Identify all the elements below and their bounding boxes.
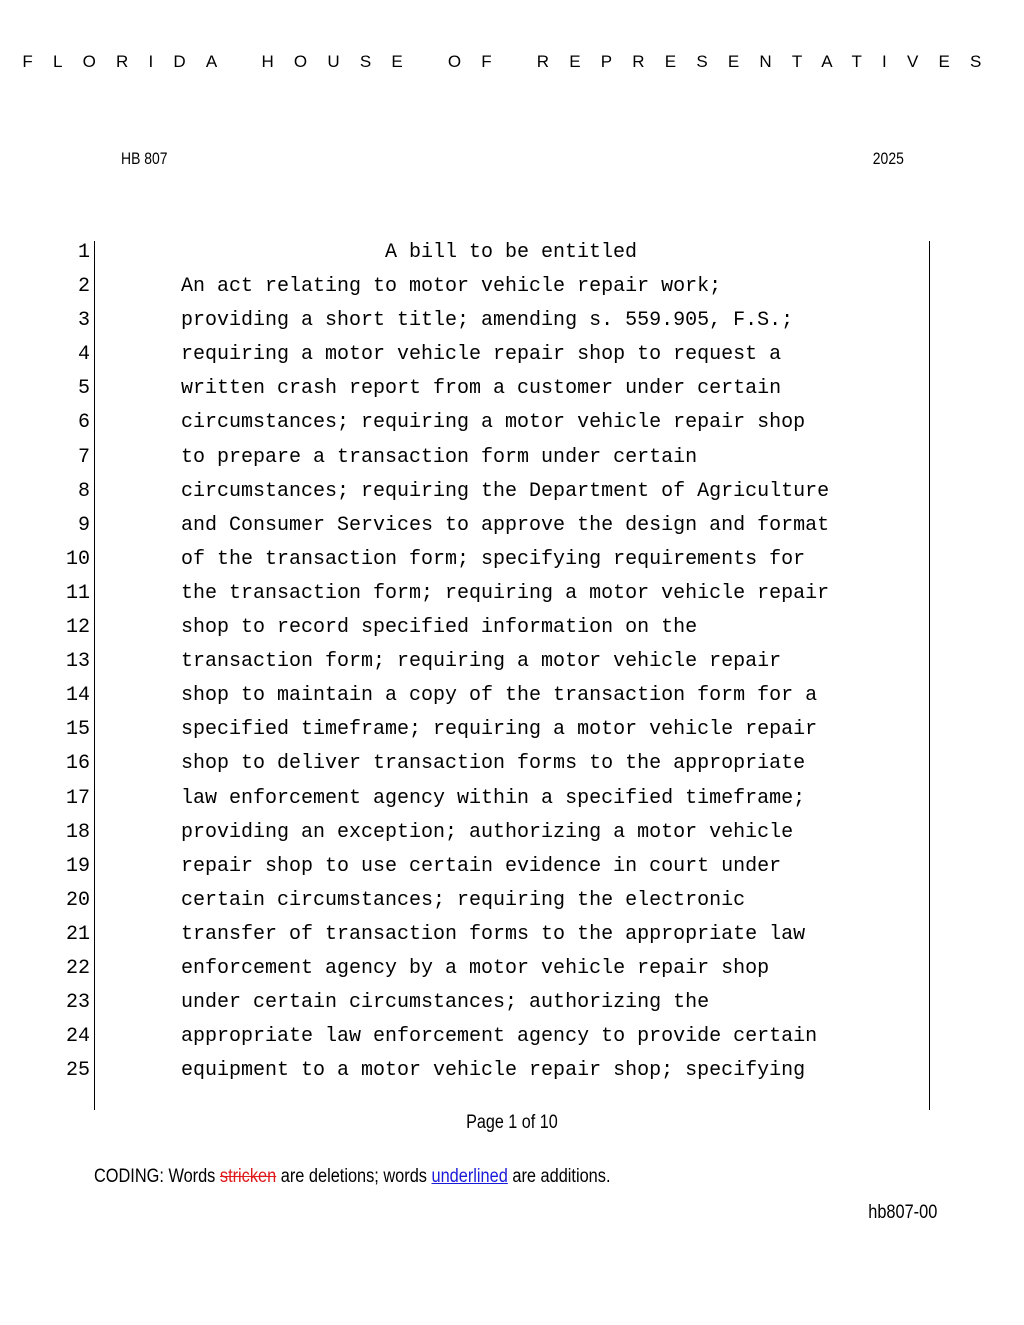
line-text: law enforcement agency within a specified timeframe; bbox=[181, 786, 806, 810]
line-number: 18 bbox=[65, 820, 90, 844]
line-text: of the transaction form; specifying requirements for bbox=[181, 547, 806, 571]
bill-line bbox=[0, 376, 1024, 410]
line-number: 12 bbox=[65, 616, 90, 640]
coding-stricken-sample: stricken bbox=[219, 1166, 277, 1187]
chamber-banner: FLORIDA HOUSE OF REPRESENTATIVES bbox=[22, 52, 1002, 71]
bill-line bbox=[0, 342, 1024, 376]
bill-text-body bbox=[0, 240, 1024, 1092]
line-text: certain circumstances; requiring the electronic bbox=[181, 888, 746, 912]
line-number: 15 bbox=[65, 718, 90, 742]
coding-legend bbox=[94, 1166, 610, 1188]
bill-line bbox=[0, 683, 1024, 717]
bill-year: 2025 bbox=[872, 149, 904, 168]
line-number: 1 bbox=[77, 241, 90, 264]
line-number: 5 bbox=[77, 377, 90, 401]
bill-line bbox=[0, 445, 1024, 479]
line-number: 19 bbox=[65, 854, 90, 878]
line-text: and Consumer Services to approve the design and format bbox=[181, 513, 830, 537]
line-number: 20 bbox=[65, 888, 90, 912]
line-number: 22 bbox=[65, 956, 90, 980]
line-text: shop to maintain a copy of the transaction form for a bbox=[181, 684, 818, 708]
line-text: to prepare a transaction form under certain bbox=[181, 445, 698, 469]
line-number: 9 bbox=[77, 513, 90, 537]
line-number: 11 bbox=[65, 581, 90, 605]
line-number: 17 bbox=[65, 786, 90, 810]
bill-line bbox=[0, 786, 1024, 820]
line-text: shop to record specified information on the bbox=[181, 616, 698, 640]
bill-line bbox=[0, 649, 1024, 683]
bill-line bbox=[0, 308, 1024, 342]
document-code: hb807-00 bbox=[867, 1202, 937, 1223]
page-number-label: Page 1 of 10 bbox=[466, 1112, 558, 1133]
line-text: enforcement agency by a motor vehicle repair shop bbox=[181, 956, 770, 980]
line-text: equipment to a motor vehicle repair shop; specifying bbox=[181, 1059, 806, 1083]
line-number: 7 bbox=[77, 445, 90, 469]
line-text: written crash report from a customer under certain bbox=[181, 377, 782, 401]
line-number: 14 bbox=[65, 684, 90, 708]
bill-line bbox=[0, 922, 1024, 956]
line-text: transaction form; requiring a motor vehicle repair bbox=[181, 650, 782, 674]
bill-line bbox=[0, 581, 1024, 615]
line-number: 10 bbox=[65, 547, 90, 571]
bill-line bbox=[0, 990, 1024, 1024]
line-text: appropriate law enforcement agency to provide certain bbox=[181, 1025, 818, 1049]
line-text: An act relating to motor vehicle repair work; bbox=[181, 275, 722, 299]
bill-line bbox=[0, 751, 1024, 785]
bill-line bbox=[0, 615, 1024, 649]
bill-line bbox=[0, 547, 1024, 581]
bill-line bbox=[0, 240, 1024, 274]
line-text: circumstances; requiring the Department of Agriculture bbox=[181, 479, 830, 503]
bill-line bbox=[0, 274, 1024, 308]
line-text: repair shop to use certain evidence in court under bbox=[181, 854, 782, 878]
line-text: transfer of transaction forms to the appropriate law bbox=[181, 922, 806, 946]
line-text: specified timeframe; requiring a motor vehicle repair bbox=[181, 718, 818, 742]
coding-underlined-sample: underlined bbox=[431, 1166, 508, 1187]
line-text: shop to deliver transaction forms to the appropriate bbox=[181, 752, 806, 776]
line-number: 21 bbox=[65, 922, 90, 946]
line-number: 24 bbox=[65, 1025, 90, 1049]
bill-line bbox=[0, 1058, 1024, 1092]
bill-line bbox=[0, 513, 1024, 547]
line-number: 23 bbox=[65, 991, 90, 1015]
line-text: the transaction form; requiring a motor vehicle repair bbox=[181, 581, 830, 605]
line-text: providing an exception; authorizing a motor vehicle bbox=[181, 820, 794, 844]
line-number: 8 bbox=[77, 479, 90, 503]
bill-line bbox=[0, 410, 1024, 444]
bill-line bbox=[0, 820, 1024, 854]
line-number: 6 bbox=[77, 411, 90, 435]
line-number: 16 bbox=[65, 752, 90, 776]
line-number: 4 bbox=[77, 343, 90, 367]
line-text: requiring a motor vehicle repair shop to request a bbox=[181, 343, 782, 367]
bill-line bbox=[0, 717, 1024, 751]
coding-middle: are deletions; words bbox=[276, 1166, 432, 1187]
line-number: 3 bbox=[77, 309, 90, 333]
bill-id: HB 807 bbox=[121, 149, 168, 168]
line-number: 13 bbox=[65, 650, 90, 674]
line-text: under certain circumstances; authorizing the bbox=[181, 991, 710, 1015]
line-number: 25 bbox=[65, 1059, 90, 1083]
line-text: A bill to be entitled bbox=[385, 241, 638, 264]
line-number: 2 bbox=[77, 275, 90, 299]
bill-line bbox=[0, 888, 1024, 922]
line-text: circumstances; requiring a motor vehicle repair shop bbox=[181, 411, 806, 435]
bill-line bbox=[0, 956, 1024, 990]
coding-suffix: are additions. bbox=[507, 1166, 611, 1187]
line-text: providing a short title; amending s. 559.905, F.S.; bbox=[181, 309, 794, 333]
coding-prefix: CODING: Words bbox=[94, 1166, 220, 1187]
bill-line bbox=[0, 479, 1024, 513]
bill-line bbox=[0, 854, 1024, 888]
page-number bbox=[0, 1112, 1024, 1134]
bill-line bbox=[0, 1024, 1024, 1058]
